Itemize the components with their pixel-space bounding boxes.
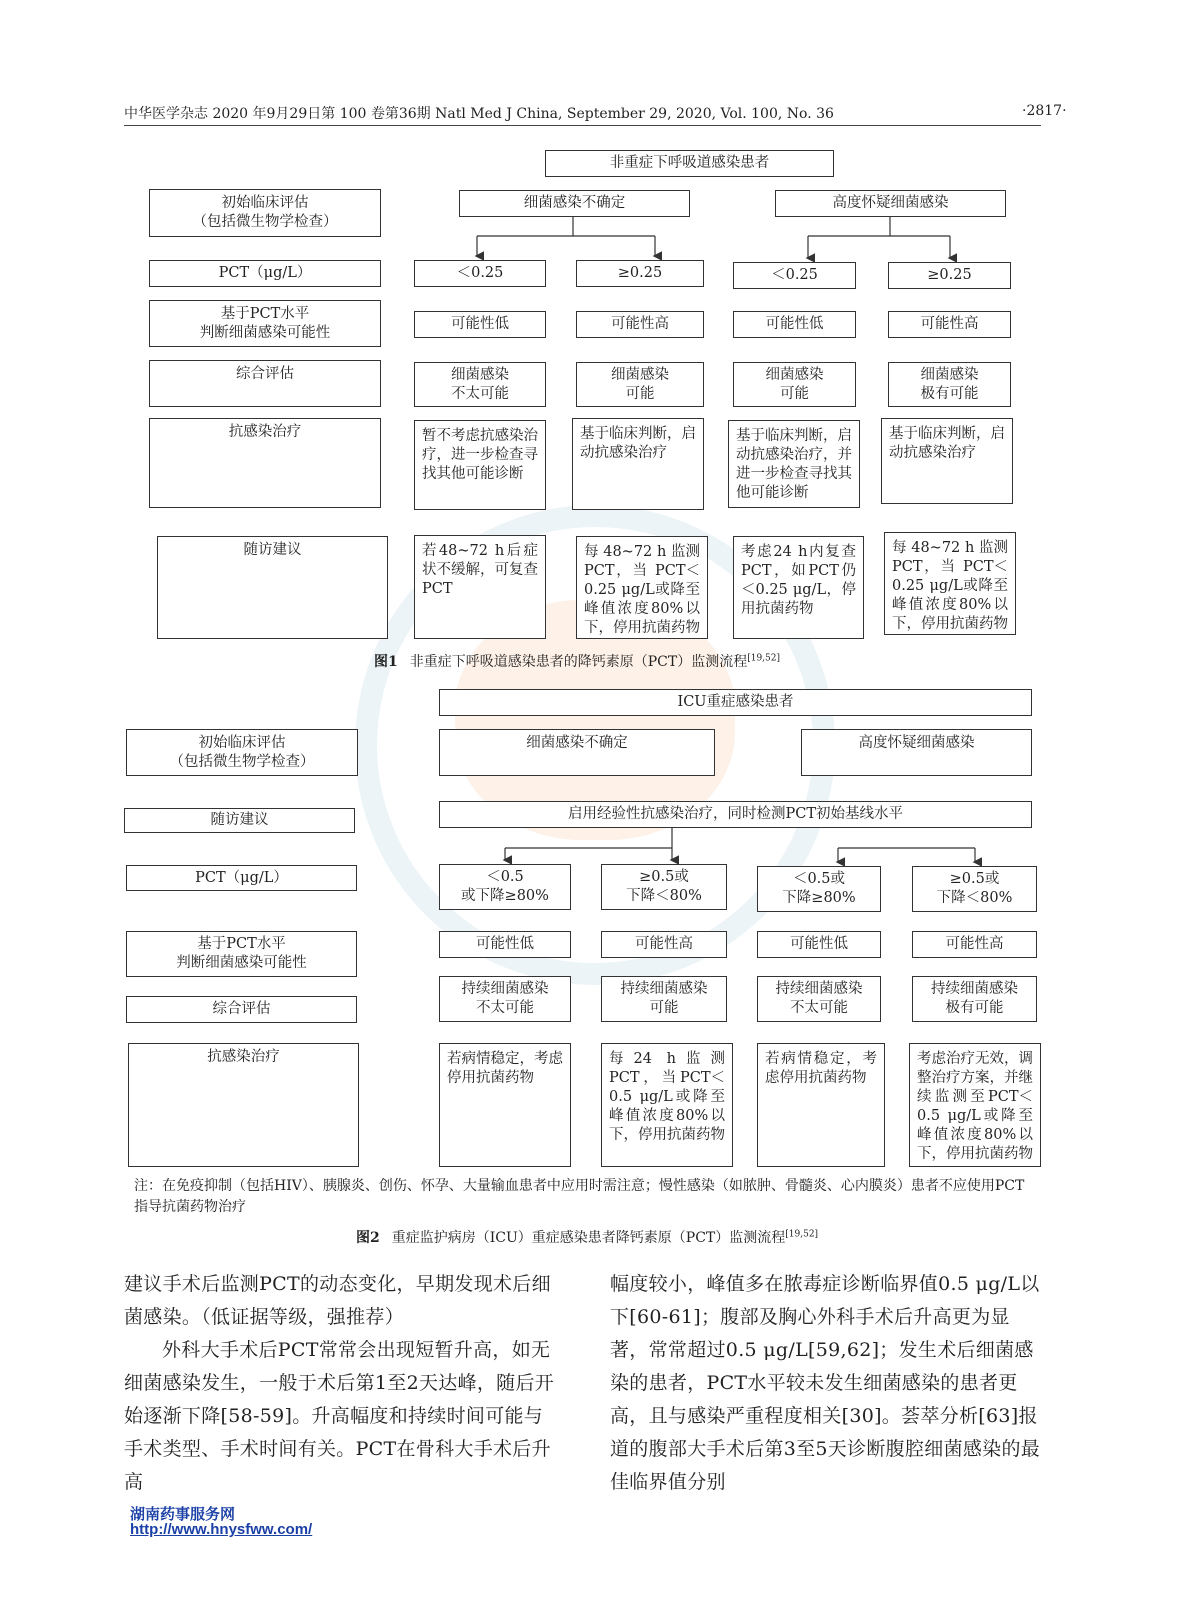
fig2-overall-box: 持续细菌感染 不太可能 xyxy=(439,976,571,1022)
fig1-label-treatment: 抗感染治疗 xyxy=(149,418,381,508)
body-left-paragraph-1: 建议手术后监测PCT的动态变化，早期发现术后细菌感染。（低证据等级，强推荐） xyxy=(124,1273,551,1328)
fig2-label-overall: 综合评估 xyxy=(126,996,357,1023)
fig2-likelihood-box: 可能性低 xyxy=(439,931,571,958)
fig2-overall-box: 持续细菌感染 极有可能 xyxy=(912,976,1037,1022)
fig1-branch-uncertain: 细菌感染不确定 xyxy=(459,190,690,217)
fig2-likelihood-box: 可能性高 xyxy=(912,931,1037,958)
fig2-likelihood-box: 可能性高 xyxy=(601,931,727,958)
fig2-branch-suspected: 高度怀疑细菌感染 xyxy=(801,729,1032,776)
fig1-pct-box: ≥0.25 xyxy=(576,260,704,287)
body-left-paragraph-2: 外科大手术后PCT常常会出现短暂升高，如无细菌感染发生，一般于术后第1至2天达峰，随后开始逐渐下降[58-59]。升高幅度和持续时间可能与手术类型、手术时间有关。PCT在骨科大手术后升高 xyxy=(124,1339,555,1493)
fig2-pct-box: ≥0.5或 下降＜80% xyxy=(912,866,1037,912)
fig1-followup-box: 每 48~72 h 监测PCT，当 PCT＜0.25 μg/L或降至峰值浓度80%以下，停用抗菌药物 xyxy=(884,532,1016,635)
body-right-paragraph-1: 幅度较小，峰值多在脓毒症诊断临界值0.5 μg/L以下[60-61]；腹部及胸心外科手术后升高更为显著，常常超过0.5 μg/L[59,62]；发生术后细菌感染的患者，PCT水平较未发生细菌感染的患者更高，且与感染严重程度相关[30]。荟萃分析[63]报道的腹部大手术后第3至5天诊断腹腔细菌感染的最佳临界值分别 xyxy=(610,1273,1041,1493)
fig2-caption xyxy=(356,1227,818,1247)
fig1-overall-box: 细菌感染 极有可能 xyxy=(888,362,1011,407)
fig1-label-initial: 初始临床评估 （包括微生物学检查） xyxy=(149,189,381,237)
fig2-root-box: ICU重症感染患者 xyxy=(439,689,1032,716)
fig2-label-likelihood: 基于PCT水平 判断细菌感染可能性 xyxy=(126,931,357,977)
fig1-label-likelihood: 基于PCT水平 判断细菌感染可能性 xyxy=(149,300,381,347)
fig2-caption-text: 重症监护病房（ICU）重症感染患者降钙素原（PCT）监测流程 xyxy=(391,1230,786,1246)
fig1-likelihood-box: 可能性低 xyxy=(733,311,856,338)
fig1-label-overall: 综合评估 xyxy=(149,360,381,407)
fig2-treatment-box: 考虑治疗无效，调整治疗方案，并继续监测至PCT＜0.5 μg/L或降至峰值浓度80%以下，停用抗菌药物 xyxy=(909,1043,1041,1167)
fig1-overall-box: 细菌感染 可能 xyxy=(733,362,856,407)
fig2-likelihood-box: 可能性低 xyxy=(757,931,881,958)
fig2-treatment-box: 每24 h监测PCT，当PCT＜0.5 μg/L或降至峰值浓度80%以下，停用抗菌药物 xyxy=(601,1043,733,1167)
fig1-pct-box: ＜0.25 xyxy=(414,260,546,287)
fig2-branch-uncertain: 细菌感染不确定 xyxy=(439,729,715,776)
fig1-followup-box: 每 48~72 h 监测PCT，当 PCT＜0.25 μg/L或降至峰值浓度80%以下，停用抗菌药物 xyxy=(576,536,708,639)
fig1-overall-box: 细菌感染 可能 xyxy=(576,362,704,407)
fig1-treatment-box: 暂不考虑抗感染治疗，进一步检查寻找其他可能诊断 xyxy=(414,420,546,510)
fig2-caption-number: 图2 xyxy=(356,1230,380,1246)
fig1-caption-ref: [19,52] xyxy=(747,653,781,664)
footer-url-link[interactable]: http://www.hnysfww.com/ xyxy=(130,1521,313,1538)
fig2-pct-box: ≥0.5或 下降＜80% xyxy=(601,864,727,910)
fig2-note: 注：在免疫抑制（包括HIV）、胰腺炎、创伤、怀孕、大量输血患者中应用时需注意；慢性感染（如脓肿、骨髓炎、心内膜炎）患者不应使用PCT指导抗菌药物治疗 xyxy=(134,1178,1025,1215)
fig1-followup-box: 考虑24 h内复查PCT，如PCT仍＜0.25 μg/L，停用抗菌药物 xyxy=(733,536,864,639)
fig1-likelihood-box: 可能性低 xyxy=(414,311,546,338)
fig2-overall-box: 持续细菌感染 不太可能 xyxy=(757,976,881,1022)
fig1-pct-box: ≥0.25 xyxy=(888,262,1011,289)
fig2-label-pct: PCT（μg/L） xyxy=(126,865,357,891)
body-left-column xyxy=(124,1268,556,1499)
fig1-treatment-box: 基于临床判断，启动抗感染治疗 xyxy=(881,418,1013,504)
fig2-pct-box: ＜0.5 或下降≥80% xyxy=(439,864,571,910)
fig1-overall-box: 细菌感染 不太可能 xyxy=(414,362,546,407)
footer-site-name: 湖南药事服务网 xyxy=(130,1506,236,1523)
body-right-column xyxy=(610,1268,1042,1499)
fig2-start-box: 启用经验性抗感染治疗，同时检测PCT初始基线水平 xyxy=(439,801,1032,828)
fig2-label-followup: 随访建议 xyxy=(124,808,355,833)
fig1-caption-text: 非重症下呼吸道感染患者的降钙素原（PCT）监测流程 xyxy=(409,654,748,670)
fig1-caption xyxy=(374,651,780,671)
running-header: 中华医学杂志 2020 年9月29日第 100 卷第36期 Natl Med J China, September 29, 2020, Vol. 100, No. 36 xyxy=(124,106,834,122)
fig1-branch-suspected: 高度怀疑细菌感染 xyxy=(775,190,1006,217)
fig2-caption-ref: [19,52] xyxy=(785,1229,819,1240)
fig1-treatment-box: 基于临床判断，启动抗感染治疗，并进一步检查寻找其他可能诊断 xyxy=(728,420,860,508)
page-number: ·2817· xyxy=(1022,103,1067,119)
fig1-likelihood-box: 可能性高 xyxy=(888,311,1011,338)
fig1-likelihood-box: 可能性高 xyxy=(576,311,704,338)
fig2-overall-box: 持续细菌感染 可能 xyxy=(601,976,727,1022)
fig1-pct-box: ＜0.25 xyxy=(733,262,856,289)
fig1-root-box: 非重症下呼吸道感染患者 xyxy=(545,150,834,177)
fig1-label-pct: PCT（μg/L） xyxy=(149,260,381,287)
fig2-label-initial: 初始临床评估 （包括微生物学检查） xyxy=(126,729,358,776)
fig2-treatment-box: 若病情稳定，考虑停用抗菌药物 xyxy=(439,1043,571,1167)
fig1-caption-number: 图1 xyxy=(374,654,398,670)
fig2-pct-box: ＜0.5或 下降≥80% xyxy=(757,866,881,912)
fig1-label-followup: 随访建议 xyxy=(157,536,388,639)
fig1-treatment-box: 基于临床判断，启动抗感染治疗 xyxy=(572,418,704,510)
fig1-followup-box: 若48~72 h后症状不缓解，可复查PCT xyxy=(414,535,546,639)
fig2-label-treatment: 抗感染治疗 xyxy=(128,1043,359,1167)
fig2-treatment-box: 若病情稳定，考虑停用抗菌药物 xyxy=(757,1043,885,1167)
